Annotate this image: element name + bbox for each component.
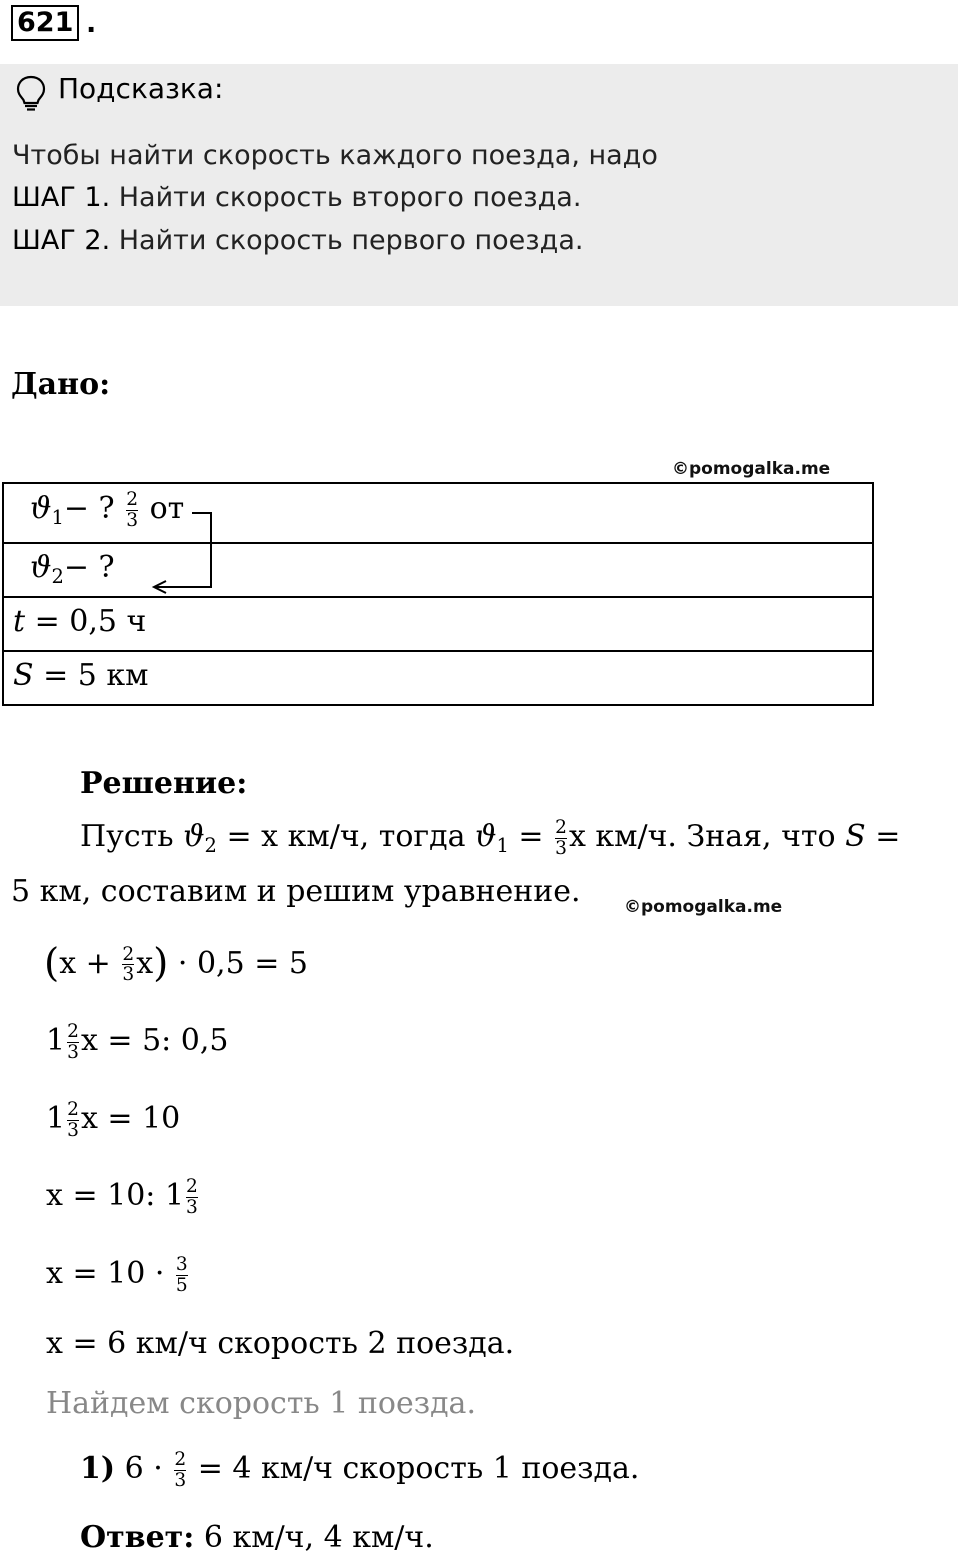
step-1-label: 1): [80, 1451, 116, 1487]
sol-l1-b: = х км/ч, тогда: [216, 819, 476, 855]
t-symbol: t: [13, 604, 26, 639]
find-speed-line: Найдем скорость 1 поезда.: [46, 1386, 476, 1421]
sol-l1-v1sub: 1: [496, 833, 509, 857]
eq3-rest: х = 10: [80, 1101, 181, 1137]
hint-step-2-text: Найти скорость первого поезда.: [110, 225, 584, 256]
sol-l1-a: Пусть: [80, 819, 184, 855]
step-1-b: = 4 км/ч скорость 1 поезда.: [188, 1451, 640, 1487]
equation-5: [46, 1255, 190, 1295]
v2-symbol: ϑ: [30, 550, 52, 585]
sol-l1-fd: 3: [555, 837, 567, 859]
eq5-a: х = 10 ·: [46, 1256, 174, 1292]
v1-frac-den: 3: [126, 509, 139, 531]
eq2-fn: 2: [67, 1021, 79, 1042]
v1-sub: 1: [51, 505, 64, 529]
eq1-fd: 3: [122, 964, 135, 986]
problem-number: 621: [11, 5, 79, 41]
hint-step-1-label: ШАГ 1.: [12, 182, 111, 213]
sol-l1-s: S: [845, 819, 866, 855]
problem-number-dot: .: [86, 8, 97, 39]
v1-frac-num: 2: [126, 489, 139, 510]
step-1-line: [80, 1450, 639, 1490]
sol-l1-e: =: [865, 819, 901, 855]
hint-intro: Чтобы найти скорость каждого поезда, надо: [12, 140, 658, 171]
s-symbol: S: [13, 658, 34, 693]
eq1-open: (: [44, 941, 60, 986]
eq4-a: х = 10: 1: [46, 1178, 185, 1214]
sol-l1-fraction: [555, 818, 567, 858]
solution-line-1: [80, 818, 900, 858]
hint-title: Подсказка:: [58, 72, 224, 105]
v1-rest: − ?: [63, 491, 115, 527]
lightbulb-icon: [14, 74, 48, 117]
equation-4: [46, 1177, 200, 1217]
sol-l1-c: =: [508, 819, 554, 855]
eq3-whole: 1: [46, 1101, 66, 1137]
eq2-whole: 1: [46, 1023, 66, 1059]
given-row-v1: [4, 484, 872, 544]
given-row-s: [4, 652, 872, 706]
eq2-fd: 3: [67, 1041, 79, 1063]
step-1-fd: 3: [174, 1469, 187, 1491]
s-value: = 5 км: [33, 658, 149, 693]
answer-label: Ответ:: [80, 1520, 195, 1555]
step-1-fraction: [174, 1450, 186, 1490]
equation-2: [46, 1022, 229, 1062]
eq1-fn: 2: [122, 943, 135, 965]
eq1-b: х: [136, 945, 154, 981]
eq4-fraction: [186, 1177, 198, 1217]
hint-step-2: [12, 225, 583, 256]
t-value: = 0,5 ч: [25, 604, 147, 639]
eq1-fraction: [122, 945, 134, 985]
eq5-fd: 5: [175, 1274, 188, 1296]
equation-6: х = 6 км/ч скорость 2 поезда.: [46, 1326, 515, 1361]
sol-l1-d: х км/ч. Зная, что: [568, 819, 846, 855]
hint-step-1-text: Найти скорость второго поезда.: [110, 182, 582, 213]
v1-symbol: ϑ: [30, 491, 52, 527]
equation-3: [46, 1100, 180, 1140]
eq5-fn: 3: [175, 1254, 188, 1275]
eq2-rest: х = 5: 0,5: [80, 1023, 229, 1059]
sol-l1-v1: ϑ: [475, 819, 497, 855]
sol-l1-v2: ϑ: [183, 819, 205, 855]
answer-line: [80, 1520, 434, 1555]
given-heading: Дано:: [11, 367, 111, 402]
solution-heading: Решение:: [80, 766, 248, 801]
answer-text: 6 км/ч, 4 км/ч.: [194, 1520, 434, 1555]
eq4-fn: 2: [186, 1176, 198, 1197]
watermark-solution: ©pomogalka.me: [624, 897, 783, 917]
sol-l1-fn: 2: [555, 817, 567, 838]
given-row-v2: [4, 544, 872, 598]
sol-l1-v2sub: 2: [204, 833, 217, 857]
eq1-c: · 0,5 = 5: [168, 945, 308, 981]
v1-tail: от: [149, 491, 185, 527]
relation-arrow-icon: [148, 508, 218, 605]
eq1-close: ): [153, 941, 169, 986]
solution-line-2: 5 км, составим и решим уравнение.: [11, 874, 581, 909]
eq3-fraction: [67, 1100, 79, 1140]
eq4-fd: 3: [186, 1196, 198, 1218]
v2-sub: 2: [51, 564, 64, 588]
watermark-given: ©pomogalka.me: [672, 459, 831, 479]
step-1-a: 6 ·: [115, 1451, 173, 1487]
given-row-t: [4, 598, 872, 652]
eq3-fd: 3: [67, 1119, 79, 1141]
step-1-fn: 2: [174, 1449, 187, 1470]
eq2-fraction: [67, 1022, 79, 1062]
v1-fraction: [126, 490, 138, 530]
eq1-a: х +: [59, 945, 121, 981]
equation-1: [44, 941, 308, 986]
v2-rest: − ?: [63, 550, 115, 585]
eq3-fn: 2: [67, 1099, 79, 1120]
given-table: [2, 482, 874, 706]
eq5-fraction: [176, 1255, 188, 1295]
hint-step-1: [12, 182, 581, 213]
hint-step-2-label: ШАГ 2.: [12, 225, 111, 256]
